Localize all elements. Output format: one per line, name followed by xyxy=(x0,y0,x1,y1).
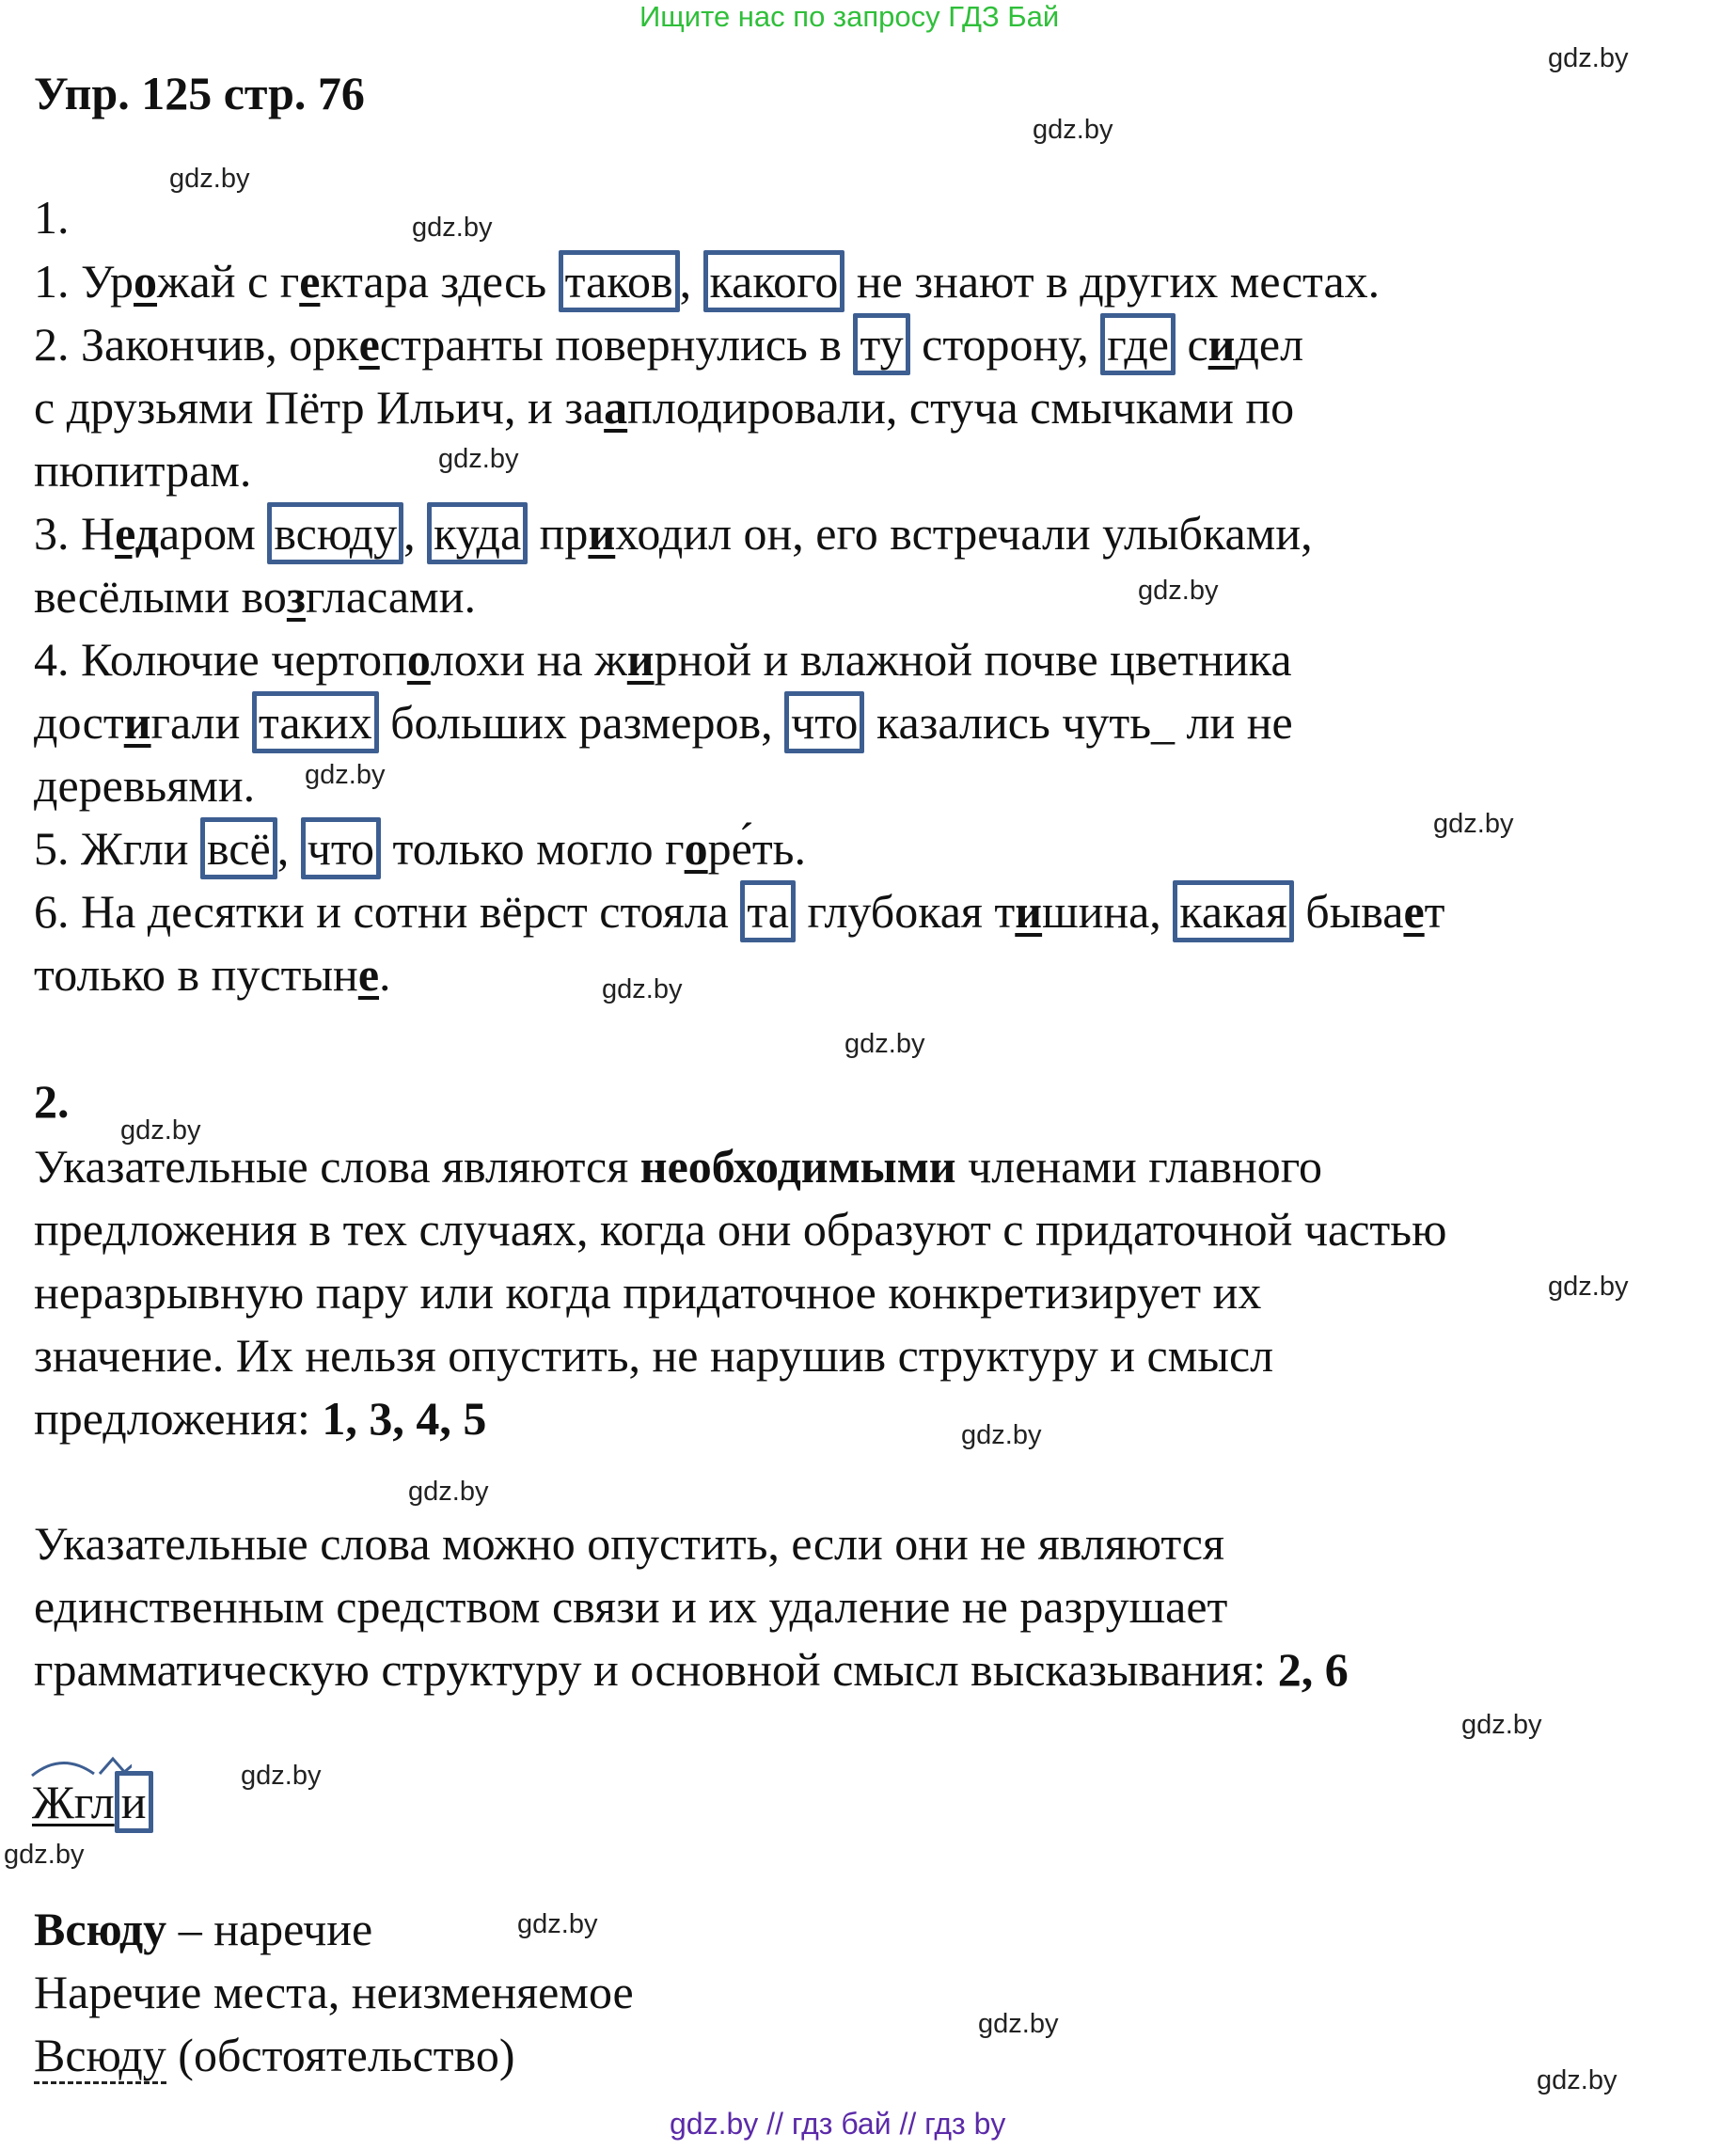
watermark: gdz.by xyxy=(1033,115,1113,145)
highlight-letter: е xyxy=(358,318,380,371)
footer-links[interactable]: gdz.by // гдз бай // гдз by xyxy=(670,2107,1006,2141)
watermark: gdz.by xyxy=(305,760,386,790)
sentence-4-line-1: 4. Колючие чертополохи на жирной и влажной почве цветника xyxy=(34,633,1292,686)
watermark: gdz.by xyxy=(438,444,519,474)
watermark: gdz.by xyxy=(602,974,683,1004)
boxed-word: что xyxy=(784,691,864,753)
highlight-letter: е xyxy=(299,255,321,308)
paragraph-1-line-2: предложения в тех случаях, когда они образуют с придаточной частью xyxy=(34,1203,1447,1256)
analysis-line-2: Наречие места, неизменяемое xyxy=(34,1966,634,2018)
paragraph-1-line-3: неразрывную пару или когда придаточное конкретизирует их xyxy=(34,1266,1262,1319)
watermark: gdz.by xyxy=(961,1420,1042,1450)
boxed-word: что xyxy=(301,817,381,879)
watermark: gdz.by xyxy=(1461,1710,1542,1740)
watermark: gdz.by xyxy=(241,1761,322,1791)
sentence-6-line-2: только в пустыне. xyxy=(34,948,391,1001)
paragraph-2-line-2: единственным средством связи и их удаление не разрушает xyxy=(34,1580,1228,1633)
highlight-letter: е xyxy=(357,948,380,1001)
watermark: gdz.by xyxy=(978,2009,1059,2039)
paragraph-2-line-3: грамматическую структуру и основной смысл высказывания: 2, 6 xyxy=(34,1643,1349,1696)
highlight-letter: о xyxy=(406,633,431,686)
section-2-number: 2. xyxy=(34,1075,70,1128)
watermark: gdz.by xyxy=(412,213,493,243)
highlight-letter: е xyxy=(1403,885,1425,938)
paragraph-1-line-5: предложения: 1, 3, 4, 5 xyxy=(34,1392,487,1445)
watermark: gdz.by xyxy=(1548,43,1629,73)
sentence-2-line-2: с друзьями Пётр Ильич, и зааплодировали, стуча смычками по xyxy=(34,381,1295,434)
word-ending: и xyxy=(115,1771,153,1833)
boxed-word: таких xyxy=(252,691,379,753)
section-1-number: 1. xyxy=(34,191,70,244)
watermark: gdz.by xyxy=(1433,809,1514,839)
boxed-word: где xyxy=(1100,313,1176,375)
paragraph-2-line-1: Указательные слова можно опустить, если они не являются xyxy=(34,1517,1224,1570)
word-stem: Жгл xyxy=(32,1776,115,1828)
sentence-4-line-3: деревьями. xyxy=(34,759,256,812)
boxed-word: куда xyxy=(427,502,528,564)
watermark: gdz.by xyxy=(169,164,250,194)
highlight-letter: о xyxy=(684,822,708,875)
boxed-word: та xyxy=(740,880,796,942)
watermark: gdz.by xyxy=(120,1115,201,1146)
highlight-letter: и xyxy=(588,507,616,560)
sentence-2-line-3: пюпитрам. xyxy=(34,444,252,497)
sentence-2-line-1: 2. Закончив, оркестранты повернулись в ту сторону, где сидел xyxy=(34,313,1303,376)
watermark: gdz.by xyxy=(1138,576,1219,606)
boxed-word: всё xyxy=(200,817,277,879)
page-title: Упр. 125 стр. 76 xyxy=(34,67,365,119)
highlight-letter: и xyxy=(1207,318,1236,371)
top-banner[interactable]: Ищите нас по запросу ГДЗ Бай xyxy=(639,0,1060,33)
sentence-6-line-1: 6. На десятки и сотни вёрст стояла та глубокая тишина, какая бывает xyxy=(34,880,1445,943)
boxed-word: всюду xyxy=(267,502,403,564)
sentence-3-line-1: 3. Недаром всюду , куда приходил он, его встречали улыбками, xyxy=(34,502,1313,565)
watermark: gdz.by xyxy=(1548,1272,1629,1302)
watermark: gdz.by xyxy=(1537,2065,1618,2095)
highlight-letter: и xyxy=(626,633,655,686)
boxed-word: какого xyxy=(703,250,845,312)
boxed-word: какая xyxy=(1173,880,1293,942)
boxed-word: таков xyxy=(559,250,680,312)
highlight-letter: а xyxy=(604,381,628,434)
highlight-letter: и xyxy=(1015,885,1043,938)
watermark: gdz.by xyxy=(4,1840,85,1870)
highlight-letter: з xyxy=(286,570,306,623)
sentence-4-line-2: достигали таких больших размеров, что казались чуть_ ли не xyxy=(34,691,1293,754)
sentence-5: 5. Жгли всё , что только могло горе́ть. xyxy=(34,817,806,880)
analysis-line-1: Всюду – наречие xyxy=(34,1903,373,1955)
highlight-letter: и xyxy=(123,696,151,749)
boxed-word: ту xyxy=(853,313,909,375)
watermark: gdz.by xyxy=(844,1029,925,1059)
morpheme-word xyxy=(32,1771,153,1834)
sentence-3-line-2: весёлыми возгласами. xyxy=(34,570,476,623)
watermark: gdz.by xyxy=(517,1909,598,1939)
watermark: gdz.by xyxy=(408,1477,489,1507)
highlight-letter: ед xyxy=(115,507,159,560)
highlight-letter: о xyxy=(134,255,158,308)
paragraph-1-line-1: Указательные слова являются необходимыми членами главного xyxy=(34,1140,1322,1193)
paragraph-1-line-4: значение. Их нельзя опустить, не нарушив структуру и смысл xyxy=(34,1329,1274,1382)
sentence-1: 1. Урожай с гектара здесь таков , какого не знают в других местах. xyxy=(34,250,1380,313)
analysis-line-3: Всюду (обстоятельство) xyxy=(34,2024,515,2087)
